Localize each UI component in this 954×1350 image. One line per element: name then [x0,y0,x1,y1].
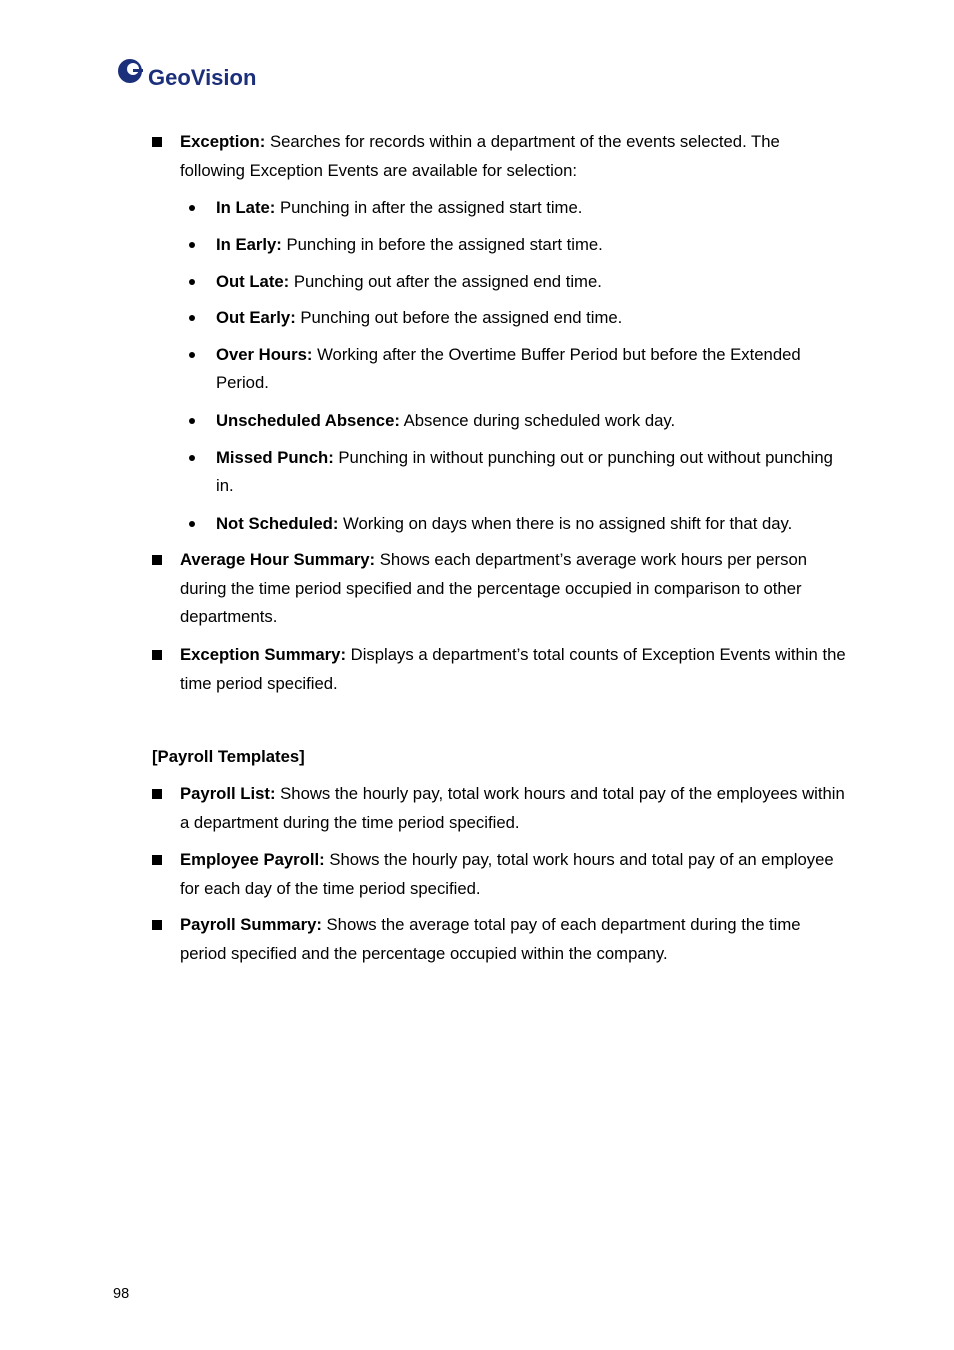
average-hour-summary-text: Shows each department’s average work hours per person during the time period specified and the percentage occupied in comparison to other departments. [180,550,808,626]
payroll-item-term: Payroll Summary: [180,915,322,934]
bullet-dot-icon [189,352,195,358]
event-text: Punching in after the assigned start time. [275,198,583,217]
square-bullet-icon [152,920,162,930]
square-bullet-icon [152,789,162,799]
exception-item [180,128,848,185]
event-item-unscheduled-absence [216,407,848,435]
event-text: Punching in before the assigned start time. [281,235,603,254]
bullet-dot-icon [189,242,195,248]
payroll-item-text: Shows the hourly pay, total work hours and total pay of an employee for each day of the time period specified. [180,850,834,898]
event-text: Working on days when there is no assigned shift for that day. [338,514,793,533]
bullet-dot-icon [189,279,195,285]
employee-payroll-item [180,846,848,903]
square-bullet-icon [152,855,162,865]
event-term: Out Late: [216,272,290,291]
payroll-templates-heading: [Payroll Templates] [152,747,305,766]
event-item-over-hours [216,341,848,397]
event-term: Missed Punch: [216,448,334,467]
exception-term: Exception: [180,132,266,151]
event-term: In Early: [216,235,282,254]
payroll-item-term: Payroll List: [180,784,276,803]
average-hour-summary-item [180,546,848,632]
bullet-dot-icon [189,315,195,321]
event-item-in-early [216,231,848,259]
exception-summary-term: Exception Summary: [180,645,346,664]
event-term: Not Scheduled: [216,514,339,533]
payroll-item-text: Shows the hourly pay, total work hours and total pay of the employees within a department during the time period specified. [180,784,845,832]
event-text: Working after the Overtime Buffer Period but before the Extended Period. [216,345,801,392]
event-term: In Late: [216,198,276,217]
event-text: Punching in without punching out or punching out without punching in. [216,448,833,495]
payroll-summary-item [180,911,848,968]
square-bullet-icon [152,650,162,660]
event-text: Absence during scheduled work day. [399,411,676,430]
bullet-dot-icon [189,521,195,527]
event-term: Unscheduled Absence: [216,411,400,430]
exception-summary-text: Displays a department’s total counts of Exception Events within the time period specified. [180,645,846,693]
bullet-dot-icon [189,455,195,461]
event-item-out-early [216,304,848,332]
event-item-not-scheduled [216,510,848,538]
event-text: Punching out before the assigned end time. [295,308,623,327]
event-text: Punching out after the assigned end time. [289,272,602,291]
event-item-in-late [216,194,848,222]
exception-summary-item [180,641,848,698]
bullet-dot-icon [189,205,195,211]
page-number: 98 [113,1286,130,1302]
geovision-logo [116,55,256,91]
bullet-dot-icon [189,418,195,424]
exception-text: Searches for records within a department of the events selected. The following Exception Events are available for selection: [180,132,780,180]
average-hour-summary-term: Average Hour Summary: [180,550,376,569]
event-term: Over Hours: [216,345,313,364]
payroll-item-term: Employee Payroll: [180,850,325,869]
payroll-list-item [180,780,848,837]
event-item-missed-punch [216,444,848,500]
payroll-item-text: Shows the average total pay of each department during the time period specified and the percentage occupied within the company. [180,915,801,963]
event-item-out-late [216,268,848,296]
logo-text: GeoVision [148,65,256,90]
square-bullet-icon [152,137,162,147]
event-term: Out Early: [216,308,296,327]
square-bullet-icon [152,555,162,565]
